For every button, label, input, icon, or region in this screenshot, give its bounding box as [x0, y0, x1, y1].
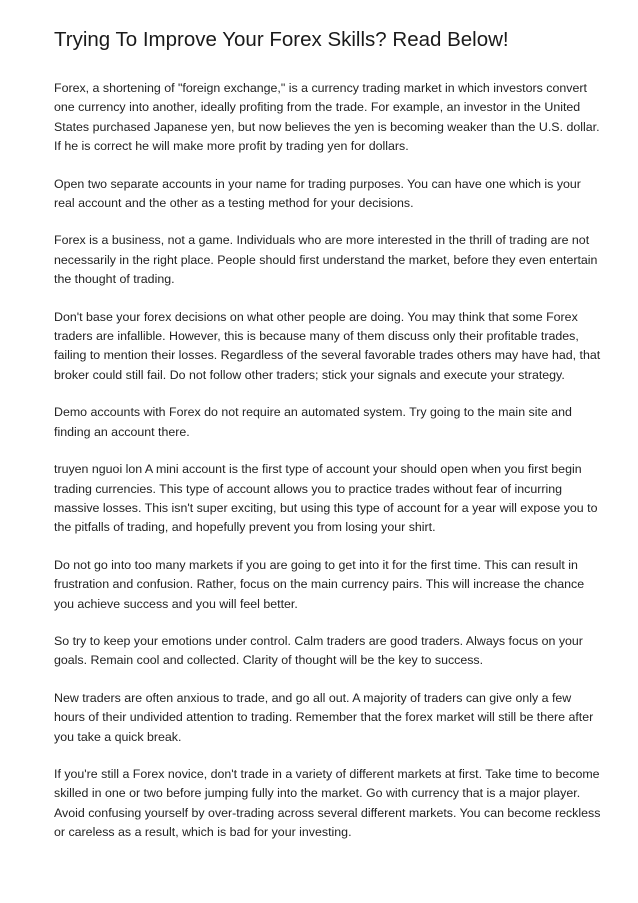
page-title: Trying To Improve Your Forex Skills? Read Below!: [54, 28, 509, 51]
paragraph-9: New traders are often anxious to trade, and go all out. A majority of traders can give only a few hours of their undivided attention to trading. Remember that the forex market will still be there after you take a quick break.: [54, 690, 594, 744]
paragraph-7: Do not go into too many markets if you are going to get into it for the first time. This can result in frustration and confusion. Rather, focus on the main currency pairs. This will increase the chance you achieve success and you will feel better.: [54, 557, 585, 611]
document-page: [54, 26, 602, 861]
paragraph-4: Don't base your forex decisions on what other people are doing. You may think that some Forex traders are infallible. However, this is because many of them discuss only their profitable trades, failing to mention their losses. Regardless of the several favorable trades others may have had, that broker could still fail. Do not follow other traders; stick your signals and execute your strategy.: [54, 309, 601, 382]
paragraph-6: truyen nguoi lon A mini account is the first type of account your should open when you first begin trading currencies. This type of account allows you to practice trades without fear of incurring massive losses. This isn't super exciting, but using this type of account for a year will expose you to the pitfalls of trading, and hopefully prevent you from losing your shirt.: [54, 462, 598, 535]
paragraph-1: Forex, a shortening of "foreign exchange," is a currency trading market in which investors convert one currency into another, ideally profiting from the trade. For example, an investor in the United States purchased Japanese yen, but now believes the yen is becoming weaker than the U.S. dollar. If he is correct he will make more profit by trading yen for dollars.: [54, 81, 600, 154]
paragraph-3: Forex is a business, not a game. Individuals who are more interested in the thrill of trading are not necessarily in the right place. People should first understand the market, before they even entertain the thought of trading.: [54, 233, 598, 287]
paragraph-8: So try to keep your emotions under control. Calm traders are good traders. Always focus on your goals. Remain cool and collected. Clarity of thought will be the key to success.: [54, 633, 583, 668]
paragraph-2: Open two separate accounts in your name for trading purposes. You can have one which is your real account and the other as a testing method for your decisions.: [54, 176, 581, 211]
paragraph-5: Demo accounts with Forex do not require an automated system. Try going to the main site and finding an account there.: [54, 405, 572, 439]
paragraph-10: If you're still a Forex novice, don't trade in a variety of different markets at first. Take time to become skilled in one or two before jumping fully into the market. Go with currency that is a major player. Avoid confusing yourself by over-trading across several different markets. You can become reckless or careless as a result, which is bad for your investing.: [54, 766, 601, 840]
